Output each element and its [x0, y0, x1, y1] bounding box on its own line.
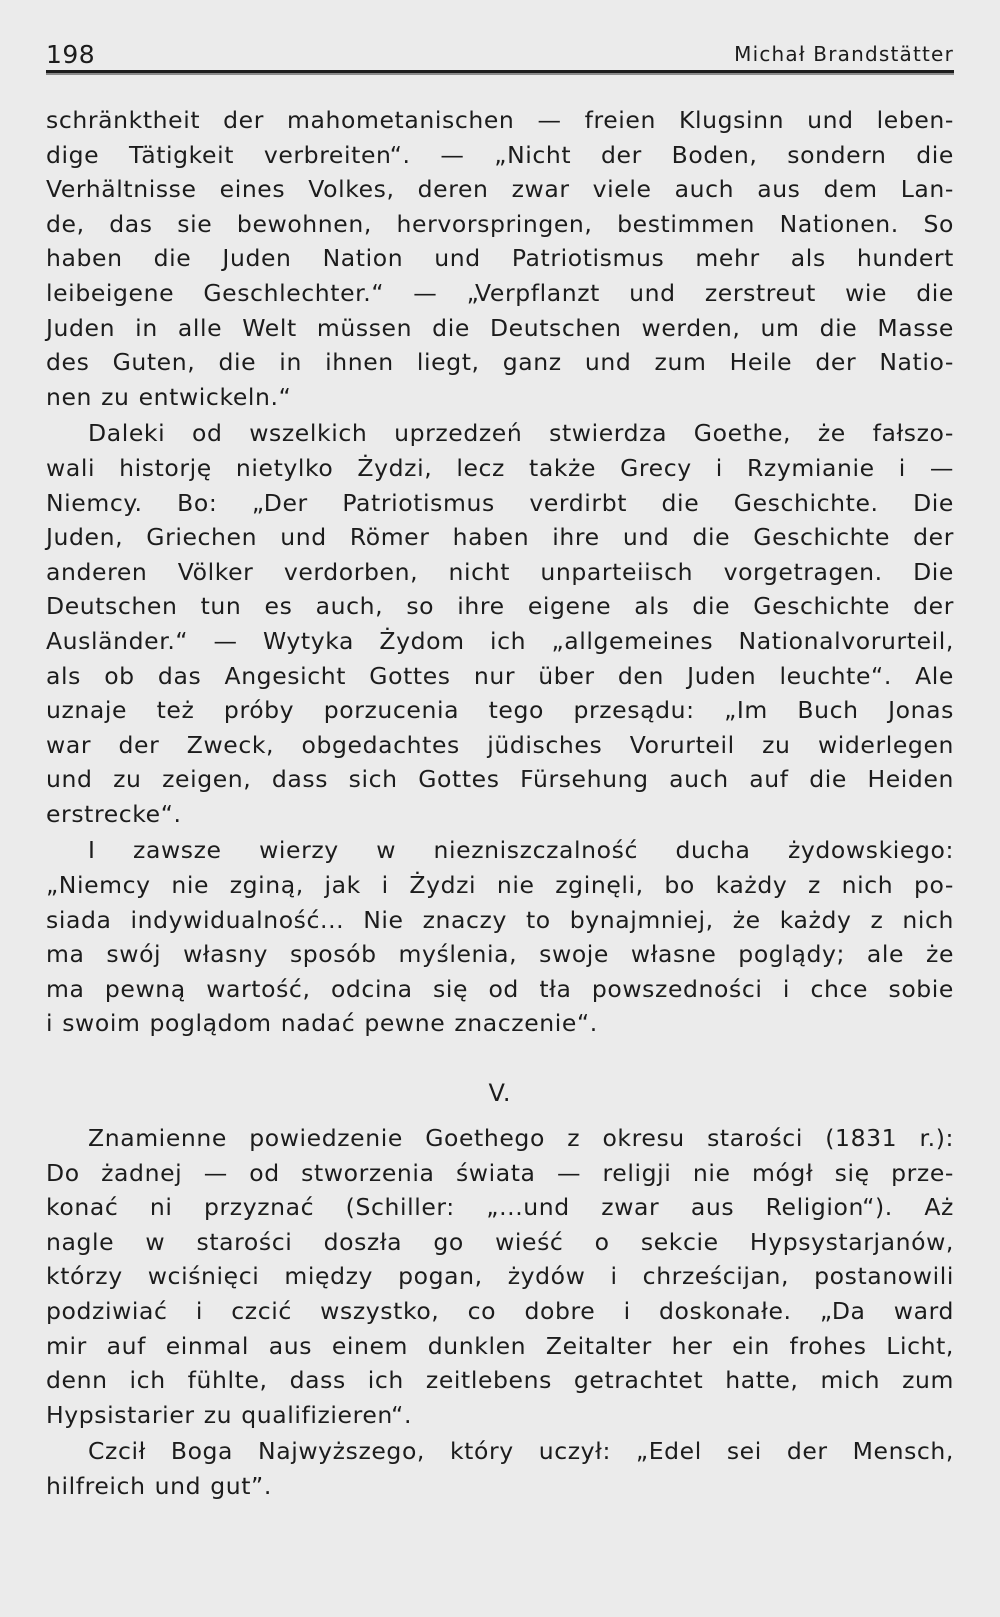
- text-line: Daleki od wszelkich uprzedzeń stwierdza Goethe, że fałszo-: [88, 419, 954, 448]
- text-line: Czcił Boga Najwyższego, który uczył: „Edel sei der Mensch,: [88, 1437, 954, 1466]
- paragraph-1: [46, 103, 954, 414]
- body-text: [46, 103, 954, 1504]
- text-line: Juden in alle Welt müssen die Deutschen werden, um die Masse: [46, 313, 954, 342]
- header-rule: [46, 70, 954, 73]
- text-line: i swoim poglądom nadać pewne znaczenie“.: [46, 1009, 598, 1038]
- text-line: Znamienne powiedzenie Goethego z okresu starości (1831 r.):: [88, 1124, 954, 1153]
- text-line: erstrecke“.: [46, 799, 182, 828]
- text-line: Deutschen tun es auch, so ihre eigene als die Geschichte der: [46, 592, 954, 621]
- text-line: którzy wciśnięci między pogan, żydów i chrześcijan, postanowili: [46, 1262, 954, 1291]
- paragraph-4: [46, 1121, 954, 1432]
- text-line: schränktheit der mahometanischen — freien Klugsinn und leben-: [46, 106, 954, 134]
- section-heading: V.: [488, 1079, 512, 1108]
- text-line: ma swój własny sposób myślenia, swoje własne poglądy; ale że: [46, 940, 954, 969]
- text-line: nagle w starości doszła go wieść o sekcie Hypsystarjanów,: [46, 1227, 954, 1256]
- text-line: dige Tätigkeit verbreiten“. — „Nicht der Boden, sondern die: [46, 140, 954, 169]
- text-line: siada indywidualność... Nie znaczy to bynajmniej, że każdy z nich: [46, 905, 954, 934]
- text-line: haben die Juden Nation und Patriotismus mehr als hundert: [46, 244, 954, 273]
- text-line: Do żadnej — od stworzenia świata — religji nie mógł się prze-: [46, 1158, 954, 1187]
- paragraph-5: [46, 1434, 954, 1503]
- text-line: ma pewną wartość, odcina się od tła powszedności i chce sobie: [46, 974, 954, 1003]
- text-line: Ausländer.“ — Wytyka Żydom ich „allgemeines Nationalvorurteil,: [46, 626, 954, 655]
- page-header: [46, 34, 954, 74]
- page-number: 198: [46, 40, 96, 69]
- text-line: nen zu entwickeln.“: [46, 382, 292, 411]
- text-line: Niemcy. Bo: „Der Patriotismus verdirbt die Geschichte. Die: [46, 488, 954, 517]
- text-line: Hypsistarier zu qualifizieren“.: [46, 1400, 413, 1429]
- text-line: podziwiać i czcić wszystko, co dobre i doskonałe. „Da ward: [46, 1297, 954, 1325]
- text-line: mir auf einmal aus einem dunklen Zeitalter her ein frohes Licht,: [46, 1331, 954, 1360]
- text-line: konać ni przyznać (Schiller: „...und zwar aus Religion“). Aż: [46, 1193, 954, 1222]
- text-line: hilfreich und gut”.: [46, 1471, 272, 1500]
- running-head: Michał Brandstätter: [734, 42, 954, 66]
- text-line: Juden, Griechen und Römer haben ihre und die Geschichte der: [46, 523, 954, 552]
- text-line: wali historję nietylko Żydzi, lecz także Grecy i Rzymianie i —: [46, 453, 954, 482]
- text-line: leibeigene Geschlechter.“ — „Verpflanzt und zerstreut wie die: [46, 278, 954, 307]
- text-line: uznaje też próby porzucenia tego przesądu: „Im Buch Jonas: [46, 696, 954, 725]
- paragraph-2: [46, 416, 954, 831]
- text-line: „Niemcy nie zginą, jak i Żydzi nie zginęli, bo każdy z nich po-: [46, 871, 954, 900]
- text-line: I zawsze wierzy w niezniszczalność ducha żydowskiego:: [88, 836, 954, 865]
- text-line: denn ich fühlte, dass ich zeitlebens getrachtet hatte, mich zum: [46, 1366, 954, 1395]
- text-line: anderen Völker verdorben, nicht unparteiisch vorgetragen. Die: [46, 557, 954, 586]
- text-line: de, das sie bewohnen, hervorspringen, bestimmen Nationen. So: [46, 209, 954, 238]
- text-line: als ob das Angesicht Gottes nur über den Juden leuchte“. Ale: [46, 661, 954, 690]
- paragraph-3: [46, 833, 954, 1041]
- text-line: Verhältnisse eines Volkes, deren zwar viele auch aus dem Lan-: [46, 175, 954, 204]
- text-line: des Guten, die in ihnen liegt, ganz und zum Heile der Natio-: [46, 348, 954, 377]
- text-line: war der Zweck, obgedachtes jüdisches Vorurteil zu widerlegen: [46, 730, 954, 759]
- text-line: und zu zeigen, dass sich Gottes Fürsehung auch auf die Heiden: [46, 765, 954, 794]
